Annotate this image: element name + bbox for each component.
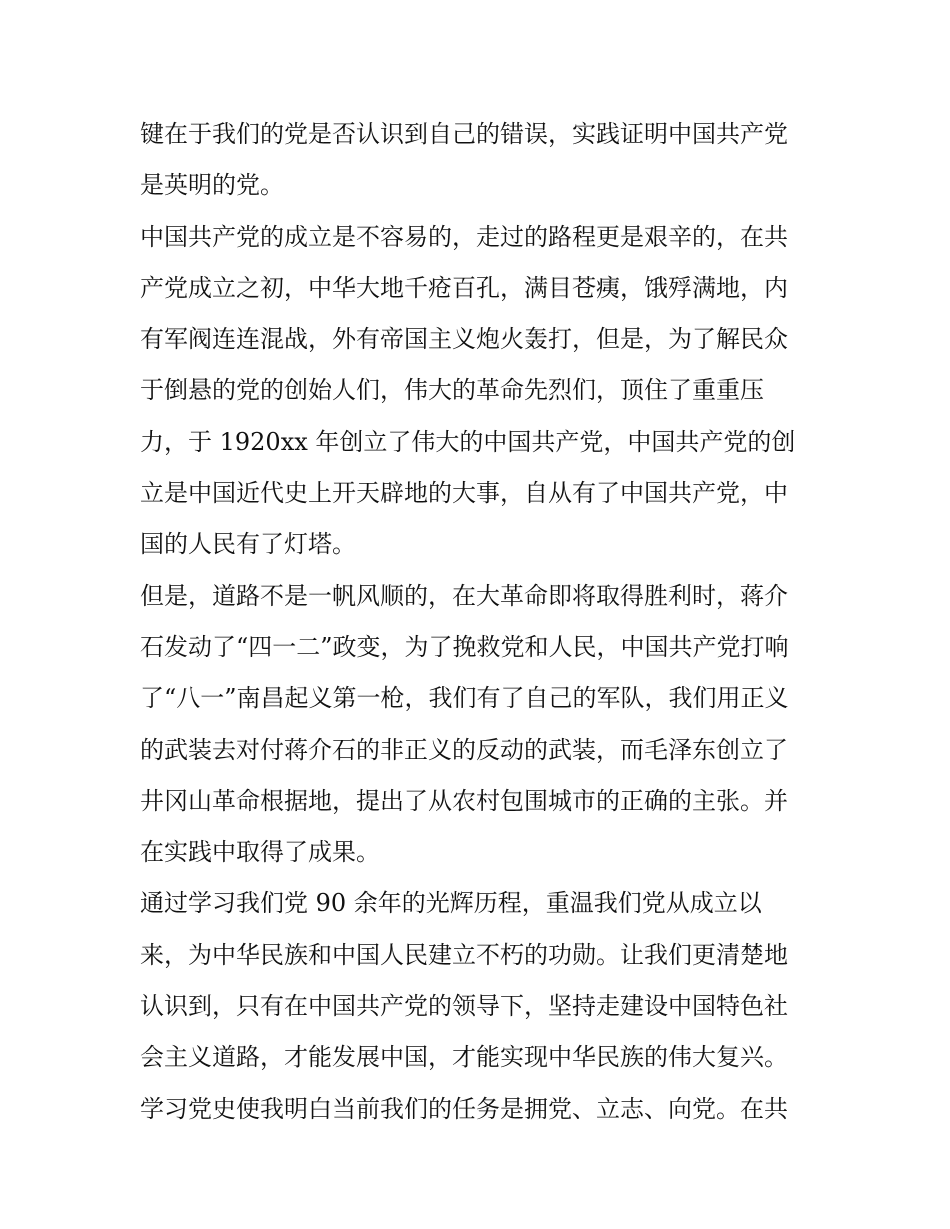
text-line: 来，为中华民族和中国人民建立不朽的功勋。让我们更清楚地 xyxy=(140,940,788,969)
text-line: 中国共产党的成立是不容易的，走过的路程更是艰辛的，在共 xyxy=(140,222,788,251)
text-line: 的武装去对付蒋介石的非正义的反动的武装，而毛泽东创立了 xyxy=(140,735,788,764)
text-line: 石发动了“四一二”政变，为了挽救党和人民，中国共产党打响 xyxy=(140,632,789,661)
text-line: 有军阀连连混战，外有帝国主义炮火轰打，但是，为了解民众 xyxy=(140,325,788,354)
text-line: 井冈山革命根据地，提出了从农村包围城市的正确的主张。并 xyxy=(140,786,788,815)
text-line: 力，于 1920xx 年创立了伟大的中国共产党，中国共产党的创 xyxy=(140,427,796,456)
text-line: 认识到，只有在中国共产党的领导下，坚持走建设中国特色社 xyxy=(140,992,788,1021)
text-line: 在实践中取得了成果。 xyxy=(140,838,380,867)
text-line: 是英明的党。 xyxy=(140,171,284,200)
text-line: 于倒悬的党的创始人们，伟大的革命先烈们，顶住了重重压 xyxy=(140,376,764,405)
text-line: 键在于我们的党是否认识到自己的错误，实践证明中国共产党 xyxy=(140,120,788,148)
text-line: 会主义道路，才能发展中国，才能实现中华民族的伟大复兴。 xyxy=(140,1043,788,1072)
text-line: 但是，道路不是一帆风顺的，在大革命即将取得胜利时，蒋介 xyxy=(140,581,788,610)
text-line: 产党成立之初，中华大地千疮百孔，满目苍痍，饿殍满地，内 xyxy=(140,273,788,302)
text-line: 了“八一”南昌起义第一枪，我们有了自己的军队，我们用正义 xyxy=(140,684,789,713)
document-body xyxy=(140,109,820,1135)
text-line: 通过学习我们党 90 余年的光辉历程，重温我们党从成立以 xyxy=(140,889,762,918)
text-line: 国的人民有了灯塔。 xyxy=(140,530,356,559)
text-line: 立是中国近代史上开天辟地的大事，自从有了中国共产党，中 xyxy=(140,479,788,508)
text-line: 学习党史使我明白当前我们的任务是拥党、立志、向党。在共 xyxy=(140,1094,788,1123)
